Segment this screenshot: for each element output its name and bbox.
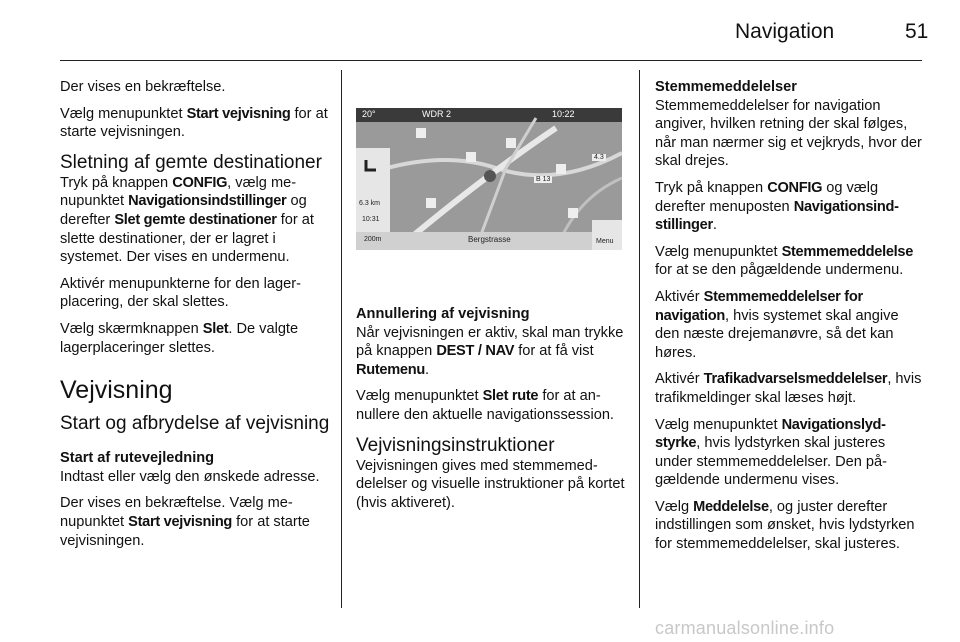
column-1 (60, 78, 330, 558)
paragraph: Vælg menupunktet Slet rute for at annullere den aktuelle navigationssession. (356, 388, 614, 423)
paragraph: Når vejvisningen er aktiv, skal man trykke på knappen DEST / NAV for at få vist Rutemenu. (356, 324, 624, 378)
page-header-title: Navigation (735, 20, 835, 43)
paragraph: Vælg menupunktet Stemmemeddelelse for at se den pågældende undermenu. (655, 243, 914, 279)
topic-heading: Annullering af vejvisning (356, 306, 530, 322)
topic-heading: Start af rutevejledning (60, 450, 215, 467)
paragraph: Der vises en bekræftelse. Vælg menupunktet Start vejvisning for at starte vejvisningen. (60, 495, 310, 549)
map-time: 10:22 (552, 109, 575, 119)
paragraph: Aktivér Trafikadvarselsmeddelelser, hvis trafikmeldinger skal læses højt. (655, 371, 922, 406)
section-heading-instructions: Vejvisningsinstruktioner (356, 434, 555, 456)
map-top-left: 20° (362, 109, 376, 119)
sub-heading: Start og afbrydelse af vejvisning (60, 413, 330, 435)
paragraph: Stemmemeddelelser for navigation angiver, hvilken retning der skal følges, når man nærmer sig et vejkryds, hvor der skal drejes. (655, 97, 922, 170)
paragraph: Der vises en bekræftelse. (60, 79, 226, 95)
map-street: Bergstrasse (468, 235, 511, 244)
section-heading-delete: Sletning af gemte destinationer (60, 151, 322, 173)
paragraph: Tryk på knappen CONFIG, vælg menupunktet Navigationsindstillinger og derefter Slet gemte destinationer for at slette destinationer, der er lagret i systemet. Der vises en undermenu. (60, 174, 314, 266)
paragraph: Tryk på knappen CONFIG og vælg derefter menuposten Navigationsindstillinger. (655, 179, 900, 234)
column-3 (655, 78, 923, 562)
chapter-heading: Vejvisning (60, 376, 173, 405)
paragraph: Vejvisningen gives med stemmemeddelelser og visuelle instruktioner på kortet (hvis aktiveret). (356, 457, 625, 511)
paragraph: Vælg menupunktet Start vejvisning for at starte vejvisningen. (60, 105, 328, 141)
paragraph: Vælg skærmknappen Slet. De valgte lagerplaceringer slettes. (60, 320, 299, 356)
paragraph: Aktivér Stemmemeddelelser for navigation, hvis systemet skal angive den næste drejemanøvre, så det kan høres. (655, 288, 899, 361)
map-menu-button[interactable]: Menu (596, 238, 614, 245)
map-scale: 200m (364, 236, 382, 243)
paragraph: Vælg Meddelelse, og juster derefter indstillingen som ønsket, hvis lydstyrken for stemmemeddelelser, skal justeres. (655, 498, 915, 553)
map-station: WDR 2 (422, 109, 451, 119)
map-distance: 6.3 km (359, 200, 381, 207)
column-divider-2 (639, 70, 640, 608)
paragraph: Vælg menupunktet Navigationslydstyrke, hvis lydstyrken skal justeres under stemmemeddelelser. Den pågældende undermenu vises. (655, 416, 888, 489)
navigation-screenshot (356, 108, 622, 250)
column-2 (356, 305, 628, 520)
page-number: 51 (905, 20, 929, 43)
paragraph: Aktivér menupunkterne for den lagerplacering, der skal slettes. (60, 275, 301, 311)
map-road-label: B 13 (536, 176, 551, 183)
footer-watermark[interactable]: carmanualsonline.info (655, 618, 835, 638)
paragraph: Indtast eller vælg den ønskede adresse. (60, 468, 320, 485)
topic-heading: Stemmemeddelelser (655, 79, 797, 95)
column-divider-1 (341, 70, 342, 608)
map-eta: 10:31 (362, 216, 380, 223)
map-road-label: 4.3 (594, 154, 604, 161)
header-rule (60, 60, 922, 61)
